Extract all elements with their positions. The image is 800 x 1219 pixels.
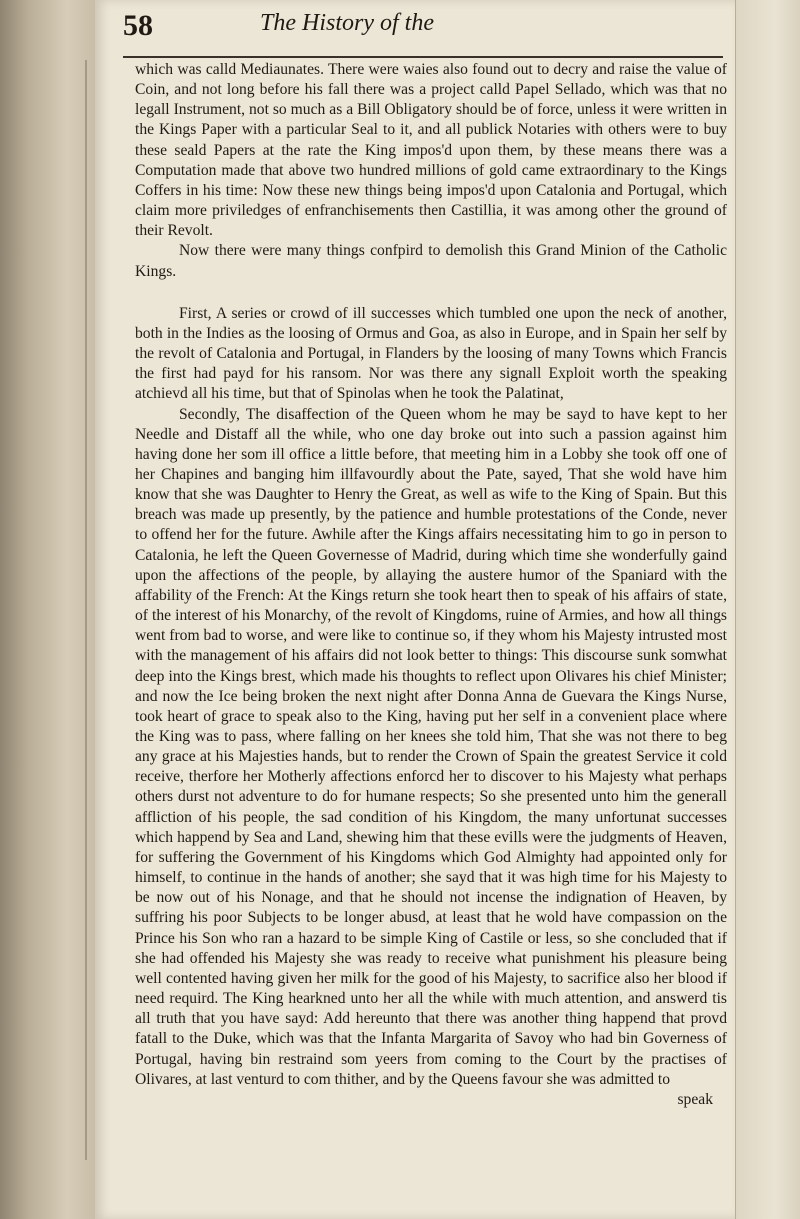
book-binding-left	[0, 0, 95, 1219]
paragraph-3: First, A series or crowd of ill successes which tumbled one upon the neck of another, both in the Indies as the loosing of Ormus and Goa, as also in Europe, and in Spain her self by the revolt of Catalonia and Portugal, in Flanders by the loosing of many Towns which Francis the first had payd for his ransom. Nor was there any signall Exploit worth the speaking atchievd all his time, but that of Spinolas when he took the Palatinat,	[135, 304, 727, 403]
page-number: 58	[123, 9, 153, 42]
book-page	[95, 0, 735, 1219]
running-title: The History of the	[260, 10, 434, 36]
facing-page-edge	[735, 0, 800, 1219]
body-text	[135, 60, 727, 1110]
paragraph-2: Now there were many things confpird to demolish this Grand Minion of the Catholic Kings.	[135, 242, 727, 280]
paragraph-4: Secondly, The disaffection of the Queen whom he may be sayd to have kept to her Needle and Distaff all the while, who one day broke out into such a passion against him having done her som ill office a little before, that meeting him in a Lobby she took off one of her Chapines and banging him illfavourdly about the Pate, sayed, That she wold have him know that she was Daughter to Henry the Great, as well as wife to the King of Spain. But this breach was made up presently, by the patience and humble protestations of the Conde, never to offend her for the future. Awhile after the Kings affairs necessitating him to go in person to Catalonia, he left the Queen Governesse of Madrid, during which time she wonderfully gaind upon the affections of the people, by allaying the austere humor of the Spaniard with the affability of the French: At the Kings return she took heart then to speak of his affairs of state, of the interest of his Monarchy, of the revolt of Kingdoms, ruine of Armies, and how all things went from bad to worse, and were like to continue so, if they whom his Majesty intrusted most with the management of his affairs did not look better to things: This discourse sunk somwhat deep into the Kings brest, which made his thoughts to reflect upon Olivares his chief Minister; and now the Ice being broken the next night after Donna Anna de Guevara the Kings Nurse, took heart of grace to speak also to the King, having put her self in a convenient place where the King was to pass, where falling on her knees she told him, That she was not there to beg any grace at his Majesties hands, but to render the Crown of Spain the greatest Service it cold receive, therfore her Motherly affections enforcd her to discover to his Majesty what perhaps others durst not adventure to do for humane respects; So she presented unto him the generall affliction of his people, the sad condition of his Kingdom, the many unfortunat successes which happend by Sea and Land, shewing him that these evills were the judgments of Heaven, for suffering the Government of his Kingdoms which God Almighty had appointed only for himself, to continue in the hands of another; she sayd that it was high time for his Majesty to be now out of his Nonage, and that he should not incense the indignation of Heaven, by suffring his poor Subjects to be longer abusd, at least that he wold have compassion on the Prince his Son who ran a hazard to be simple King of Castile or less, so she concluded that if she had offended his Majesty she was ready to receive what punishment his pleasure being well contented having given her milk for the good of his Majesty, to sacrifice also her blood if need requird. The King hearkned unto her all the while with much attention, and answerd tis all truth that you have sayd: Add hereunto that there was another thing happend that provd fatall to the Duke, which was that the Infanta Margarita of Savoy who had bin Governess of Portugal, having bin restraind som yeers from coming to the Court by the practises of Olivares, at last venturd to com thither, and by the Queens favour she was admitted to	[135, 405, 727, 1088]
header-rule	[123, 56, 723, 58]
catchword: speak	[677, 1090, 713, 1108]
paragraph-1: which was calld Mediaunates. There were waies also found out to decry and raise the value of Coin, and not long before his fall there was a project calld Papel Sellado, which was that no legall Instrument, not so much as a Bill Obligatory should be of force, unless it were written in the Kings Paper with a particular Seal to it, and all publick Notaries with others were to buy these seald Papers at the rate the King impos'd upon them, by these means there was a Computation made that above two hundred millions of gold came extraordinary to the Kings Coffers in his time: Now these new things being impos'd upon Catalonia and Portugal, which claim more priviledges of enfranchisements then Castillia, it was among other the ground of their Revolt.	[135, 61, 727, 240]
